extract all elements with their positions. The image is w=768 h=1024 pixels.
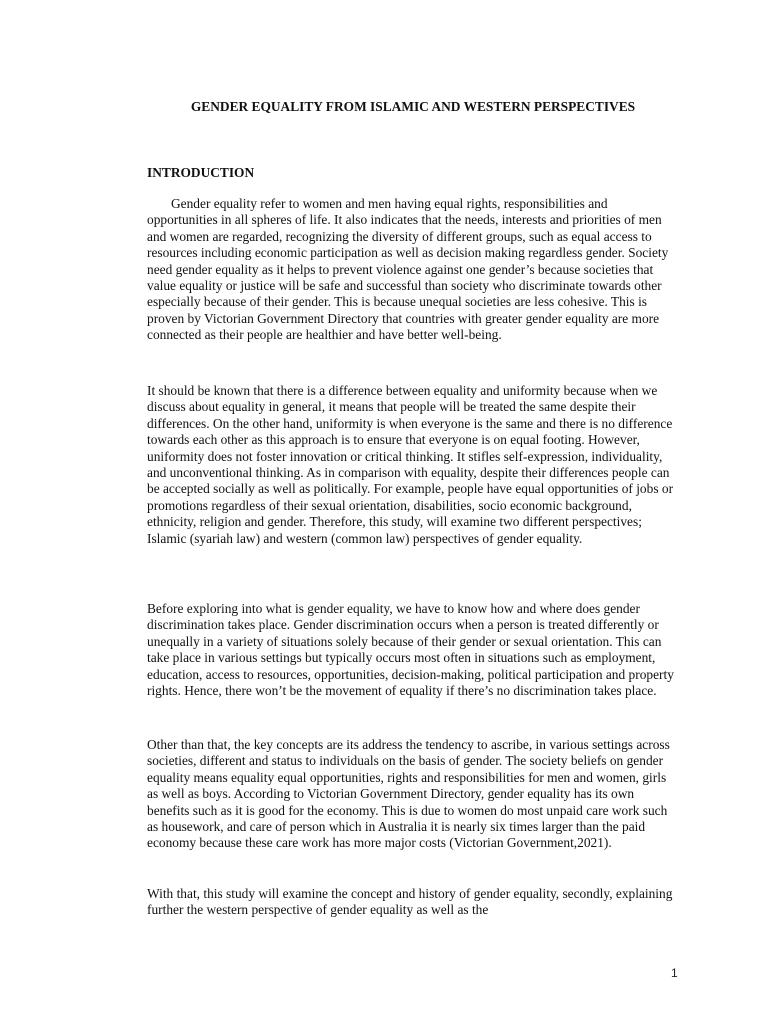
paragraph-5: With that, this study will examine the concept and history of gender equality, secondly, explaining further the western perspective of gender equality as well as the bbox=[147, 886, 673, 918]
paragraph-4: Other than that, the key concepts are its address the tendency to ascribe, in various settings across societies, different and status to individuals on the basis of gender. The society beliefs on gender equality means equality equal opportunities, rights and responsibilities for men and women, girls as well as boys. According to Victorian Government Directory, gender equality has its own benefits such as it is good for the economy. This is due to women do most unpaid care work such as housework, and care of person which in Australia it is nearly six times larger than the paid economy because these care work has more major costs (Victorian Government,2021). bbox=[147, 737, 670, 851]
page-number: 1 bbox=[671, 966, 678, 980]
paragraph-2: It should be known that there is a difference between equality and uniformity because when we discuss about equality in general, it means that people will be treated the same despite their differences. On the other hand, uniformity is when everyone is the same and there is no difference towards each other as this approach is to ensure that everyone is on equal footing. However, uniformity does not foster innovation or critical thinking. It stifles self-expression, individuality, and unconventional thinking. As in comparison with equality, despite their differences people can be accepted socially as well as politically. For example, people have equal opportunities of jobs or promotions regardless of their sexual orientation, disabilities, socio economic background, ethnicity, religion and gender. Therefore, this study, will examine two different perspectives; Islamic (syariah law) and western (common law) perspectives of gender equality. bbox=[147, 383, 674, 546]
document-title: GENDER EQUALITY FROM ISLAMIC AND WESTERN PERSPECTIVES bbox=[190, 99, 636, 114]
paragraph-1: Gender equality refer to women and men having equal rights, responsibilities and opportunities in all spheres of life. It also indicates that the needs, interests and priorities of men and women are regarded, recognizing the diversity of different groups, such as equal access to resources including economic participation as well as decision making regardless gender. Society need gender equality as it helps to prevent violence against one gender’s because societies that value equality or justice will be safe and successful than society who discriminate towards other especially because of their gender. This is because unequal societies are less cohesive. This is proven by Victorian Government Directory that countries with greater gender equality are more connected as their people are healthier and have better well-being. bbox=[147, 196, 669, 343]
paragraph-3: Before exploring into what is gender equality, we have to know how and where does gender discrimination takes place. Gender discrimination occurs when a person is treated differently or unequally in a variety of situations solely because of their gender or sexual orientation. This can take place in various settings but typically occurs most often in situations such as employment, education, access to resources, opportunities, decision-making, political participation and property rights. Hence, there won’t be the movement of equality if there’s no discrimination takes place. bbox=[147, 601, 674, 699]
section-heading-introduction: INTRODUCTION bbox=[147, 165, 255, 180]
